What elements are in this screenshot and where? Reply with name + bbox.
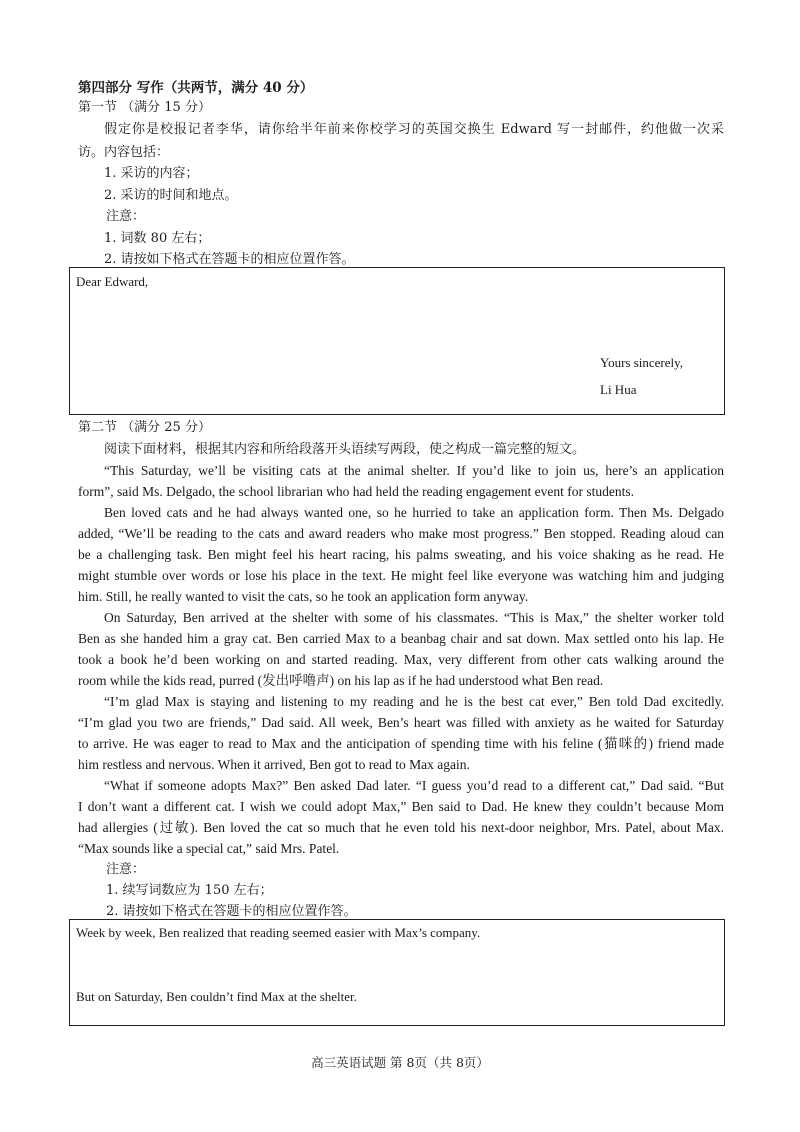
- section2-note: 1. 续写词数应为 150 左右；: [106, 883, 273, 898]
- section1-prompt-line1: 假定你是校报记者李华，请你给半年前来你校学习的英国交换生 Edward 写一封邮件，约他做一次采: [104, 122, 724, 137]
- passage-line: him. Still, he really wanted to visit the cats, so he took an application form anyway.: [78, 589, 529, 604]
- letter-closing: Yours sincerely,: [600, 355, 684, 370]
- section1-content-item: 1. 采访的内容；: [104, 166, 199, 181]
- section2-instruction: 阅读下面材料，根据其内容和所给段落开头语续写两段，使之构成一篇完整的短文。: [104, 442, 586, 457]
- part4-heading: 第四部分 写作（共两节，满分 40 分）: [78, 80, 314, 96]
- passage-line: took a book he’d been working on and started reading. Max, very different from other cats walking around the: [78, 652, 724, 667]
- passage-line: form”, said Ms. Delgado, the school librarian who had held the reading engagement event for students.: [78, 484, 634, 499]
- passage-line: “I’m glad you two are friends,” Dad said. All week, Ben’s heart was filled with anxiety as he waited for Saturday: [78, 715, 724, 730]
- passage-line: “What if someone adopts Max?” Ben asked Dad later. “I guess you’d read to a different cat,” Dad said. “But: [104, 778, 724, 793]
- section1-notes-label: 注意：: [106, 209, 146, 224]
- passage-line: On Saturday, Ben arrived at the shelter with some of his classmates. “This is Max,” the shelter worker told: [104, 610, 724, 625]
- section1-note: 1. 词数 80 左右；: [104, 231, 211, 246]
- passage-line: might stumble over words or lose his place in the text. He might feel like everyone was watching him and judging: [78, 568, 724, 583]
- passage-line: “I’m glad Max is staying and listening to my reading and he is the best cat ever,” Ben told Dad excitedly.: [104, 694, 724, 709]
- continuation-para1-start: Week by week, Ben realized that reading seemed easier with Max’s company.: [76, 925, 481, 940]
- section1-title: 第一节 （满分 15 分）: [78, 100, 211, 115]
- passage-line: Ben loved cats and he had always wanted one, so he hurried to take an application form. Then Ms. Delgado: [104, 505, 724, 520]
- passage-line: him restless and nervous. When it arrived, Ben got to read to Max again.: [78, 757, 470, 772]
- section1-content-item: 2. 采访的时间和地点。: [104, 188, 238, 203]
- passage-line: room while the kids read, purred (发出呼噜声) on his lap as if he had understood what Ben read.: [78, 673, 604, 688]
- passage-line: had allergies (过敏). Ben loved the cat so much that he even told his next-door neighbor, Mrs. Patel, about Max.: [78, 820, 724, 835]
- section2-answer-box: [69, 919, 725, 1026]
- section2-note: 2. 请按如下格式在答题卡的相应位置作答。: [106, 904, 357, 919]
- section2-notes-label: 注意：: [106, 862, 146, 877]
- continuation-para2-start: But on Saturday, Ben couldn’t find Max at the shelter.: [76, 989, 357, 1004]
- letter-greeting: Dear Edward,: [76, 274, 149, 289]
- passage-line: added, “We’ll be reading to the cats and award readers who make most progress.” Ben stopped. Reading aloud can: [78, 526, 724, 541]
- passage-line: to arrive. He was eager to read to Max and the anticipation of spending time with his feline (猫咪的) friend made: [78, 736, 724, 751]
- passage-line: “Max sounds like a special cat,” said Mrs. Patel.: [78, 841, 340, 856]
- page-footer: 高三英语试题 第 8页（共 8页）: [311, 1055, 489, 1070]
- section2-title: 第二节 （满分 25 分）: [78, 420, 211, 435]
- section1-note: 2. 请按如下格式在答题卡的相应位置作答。: [104, 252, 355, 267]
- passage-line: “This Saturday, we’ll be visiting cats at the animal shelter. If you’d like to join us, here’s an application: [104, 463, 724, 478]
- passage-line: Ben as she handed him a gray cat. Ben carried Max to a beanbag chair and sat down. Max settled onto his lap. He: [78, 631, 724, 646]
- section1-answer-box: [69, 267, 725, 415]
- section1-prompt-line2: 访。内容包括：: [78, 145, 170, 160]
- letter-signature: Li Hua: [600, 382, 637, 397]
- passage-line: be a challenging task. Ben might feel his heart racing, his palms sweating, and his voice shaking as he read. He: [78, 547, 724, 562]
- passage-line: I don’t want a different cat. I wish we could adopt Max,” Ben said to Dad. He knew they couldn’t because Mom: [78, 799, 724, 814]
